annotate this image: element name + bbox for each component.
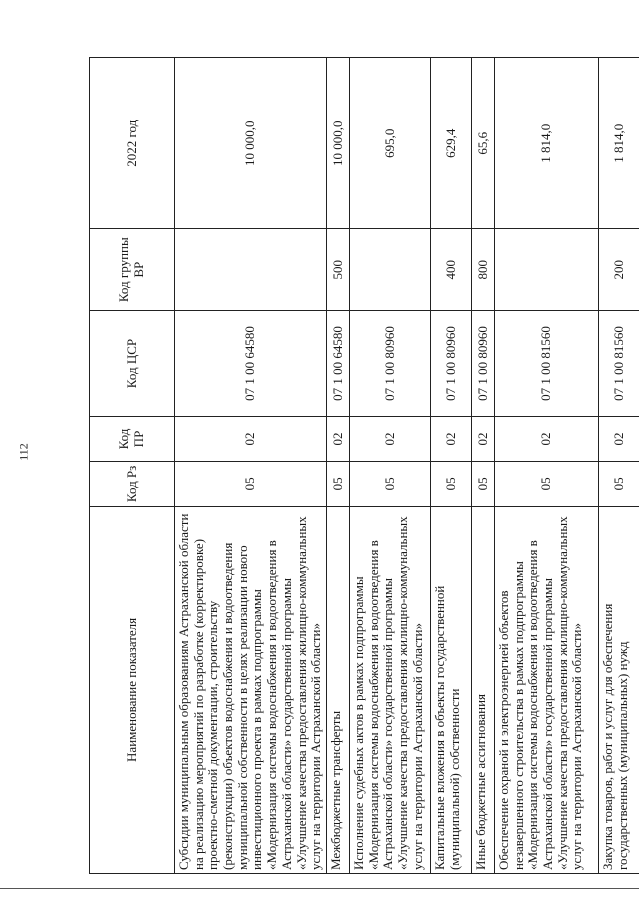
table-row: [598, 58, 639, 874]
cell-csr: 07 1 00 64580: [326, 310, 349, 416]
table-header-row: [90, 58, 175, 874]
cell-csr: 07 1 00 64580: [175, 310, 327, 416]
cell-pr: 02: [494, 417, 598, 462]
cell-name: Субсидии муниципальным образованиям Астраханской области на реализацию мероприятий по разработке (корректировке) проектно-сметной документации, строительству (реконструкции) объектов водоснабжения и водоотведения муниципальной собственности в целях реализации нового инвестиционного проекта в рамках подпрограммы «Модернизация системы водоснабжения и водоотведения в Астраханской области» государственной программы «Улучшение качества предоставления жилищно-коммунальных услуг на территории Астраханской области»: [175, 506, 327, 873]
cell-csr: 07 1 00 80960: [471, 310, 494, 416]
table-row: [494, 58, 598, 874]
cell-name: Обеспечение охраной и электроэнергией объектов незавершенного строительства в рамках подпрограммы «Модернизация системы водоснабжения и водоотведения в Астраханской области» государственной программы «Улучшение качества предоставления жилищно-коммунальных услуг на территории Астраханской области»: [494, 506, 598, 873]
cell-rz: 05: [598, 461, 639, 506]
cell-year: 695,0: [349, 58, 430, 229]
table-row: [326, 58, 349, 874]
header-year: 2022 год: [90, 58, 175, 229]
cell-name: Закупка товаров, работ и услуг для обеспечения государственных (муниципальных) нужд: [598, 506, 639, 873]
cell-pr: 02: [175, 417, 327, 462]
cell-rz: 05: [175, 461, 327, 506]
cell-vr: [494, 229, 598, 311]
cell-name: Межбюджетные трансферты: [326, 506, 349, 873]
cell-rz: 05: [349, 461, 430, 506]
cell-year: 1 814,0: [598, 58, 639, 229]
cell-year: 629,4: [430, 58, 471, 229]
cell-vr: 800: [471, 229, 494, 311]
table-row: [471, 58, 494, 874]
cell-vr: [349, 229, 430, 311]
cell-year: 1 814,0: [494, 58, 598, 229]
cell-csr: 07 1 00 81560: [494, 310, 598, 416]
cell-rz: 05: [326, 461, 349, 506]
cell-pr: 02: [349, 417, 430, 462]
cell-csr: 07 1 00 80960: [349, 310, 430, 416]
cell-pr: 02: [326, 417, 349, 462]
cell-rz: 05: [471, 461, 494, 506]
table-row: [349, 58, 430, 874]
cell-vr: 200: [598, 229, 639, 311]
cell-vr: [175, 229, 327, 311]
cell-csr: 07 1 00 80960: [430, 310, 471, 416]
page-number: 112: [16, 443, 31, 461]
table-row: [430, 58, 471, 874]
cell-pr: 02: [430, 417, 471, 462]
page-bottom-divider: [0, 888, 639, 889]
table-row: [175, 58, 327, 874]
cell-vr: 500: [326, 229, 349, 311]
cell-name: Капитальные вложения в объекты государственной (муниципальной) собственности: [430, 506, 471, 873]
cell-year: 10 000,0: [326, 58, 349, 229]
cell-name: Иные бюджетные ассигнования: [471, 506, 494, 873]
cell-rz: 05: [430, 461, 471, 506]
header-vr: Код группы ВР: [90, 229, 175, 311]
header-rz: Код Рз: [90, 461, 175, 506]
header-name: Наименование показателя: [90, 506, 175, 873]
cell-csr: 07 1 00 81560: [598, 310, 639, 416]
cell-year: 10 000,0: [175, 58, 327, 229]
cell-name: Исполнение судебных актов в рамках подпрограммы «Модернизация системы водоснабжения и водоотведения в Астраханской области» государственной программы «Улучшение качества предоставления жилищно-коммунальных услуг на территории Астраханской области»: [349, 506, 430, 873]
budget-table-container: [89, 57, 639, 874]
header-csr: Код ЦСР: [90, 310, 175, 416]
header-pr: Код ПР: [90, 417, 175, 462]
cell-rz: 05: [494, 461, 598, 506]
budget-table: [89, 57, 639, 874]
cell-vr: 400: [430, 229, 471, 311]
cell-year: 65,6: [471, 58, 494, 229]
cell-pr: 02: [471, 417, 494, 462]
cell-pr: 02: [598, 417, 639, 462]
